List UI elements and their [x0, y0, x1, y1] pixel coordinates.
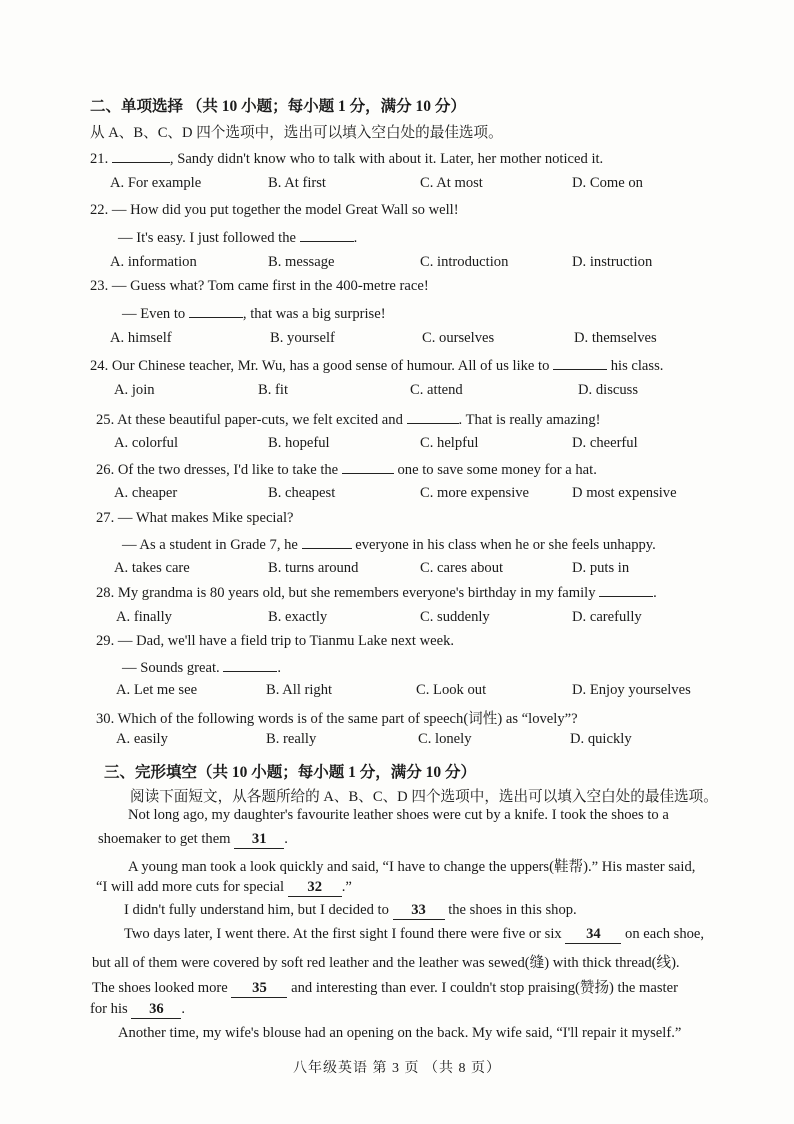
- question-30-option-b: B. really: [266, 731, 317, 747]
- passage-line-4: “I will add more cuts for special 32 .”: [96, 879, 352, 895]
- passage-line-1: Not long ago, my daughter's favourite leather shoes were cut by a knife. I took the shoes to a: [128, 807, 669, 823]
- passage-line-10: Another time, my wife's blouse had an opening on the back. My wife said, “I'll repair it myself.”: [118, 1025, 682, 1041]
- question-27-response: — As a student in Grade 7, he everyone in his class when he or she feels unhappy.: [122, 537, 656, 553]
- passage-line-5: I didn't fully understand him, but I decided to 33 the shoes in this shop.: [124, 902, 577, 918]
- answer-blank: [223, 658, 277, 672]
- question-22-response: — It's easy. I just followed the .: [118, 230, 358, 246]
- answer-blank: [342, 460, 394, 474]
- question-23-option-d: D. themselves: [574, 330, 657, 346]
- passage-line-6: Two days later, I went there. At the first sight I found there were five or six 34 on each shoe,: [124, 926, 705, 942]
- question-27-option-d: D. puts in: [572, 560, 630, 576]
- question-25-option-d: D. cheerful: [572, 435, 638, 451]
- cloze-blank-33: 33: [393, 902, 445, 920]
- answer-blank: [300, 228, 354, 242]
- question-28-stem: 28. My grandma is 80 years old, but she remembers everyone's birthday in my family .: [96, 585, 657, 601]
- question-29-stem: 29. — Dad, we'll have a field trip to Tianmu Lake next week.: [96, 633, 455, 649]
- question-25-option-b: B. hopeful: [268, 435, 330, 451]
- answer-blank: [302, 535, 352, 549]
- section3-title: 三、完形填空（共 10 小题；每小题 1 分，满分 10 分）: [104, 764, 477, 781]
- question-26-option-d: D most expensive: [572, 485, 677, 501]
- passage-line-3: A young man took a look quickly and said, “I have to change the uppers(鞋帮).” His master said,: [128, 859, 696, 875]
- question-25-option-c: C. helpful: [420, 435, 479, 451]
- cloze-blank-31: 31: [234, 831, 284, 849]
- question-27-option-a: A. takes care: [114, 560, 190, 576]
- question-23-stem: 23. — Guess what? Tom came first in the 400-metre race!: [90, 278, 429, 294]
- question-23-option-a: A. himself: [110, 330, 172, 346]
- question-29-option-a: A. Let me see: [116, 682, 198, 698]
- question-28-option-a: A. finally: [116, 609, 172, 625]
- question-23-option-b: B. yourself: [270, 330, 335, 346]
- answer-blank: [599, 583, 653, 597]
- passage-line-8: The shoes looked more 35 and interesting than ever. I couldn't stop praising(赞扬) the master: [92, 980, 678, 996]
- cloze-blank-32: 32: [288, 879, 342, 897]
- question-22-option-b: B. message: [268, 254, 335, 270]
- passage-line-9: for his 36 .: [90, 1001, 186, 1017]
- section2-title: 二、单项选择 （共 10 小题；每小题 1 分，满分 10 分）: [90, 98, 466, 115]
- question-24-option-b: B. fit: [258, 382, 288, 398]
- question-26-option-c: C. more expensive: [420, 485, 530, 501]
- question-21-option-d: D. Come on: [572, 175, 643, 191]
- question-28-option-c: C. suddenly: [420, 609, 490, 625]
- question-22-option-a: A. information: [110, 254, 197, 270]
- question-24-option-c: C. attend: [410, 382, 463, 398]
- question-21-option-b: B. At first: [268, 175, 326, 191]
- question-23-option-c: C. ourselves: [422, 330, 495, 346]
- question-24-stem: 24. Our Chinese teacher, Mr. Wu, has a good sense of humour. All of us like to his class.: [90, 358, 664, 374]
- question-21-option-a: A. For example: [110, 175, 202, 191]
- question-29-option-c: C. Look out: [416, 682, 487, 698]
- answer-blank: [189, 304, 243, 318]
- section3-instruction: 阅读下面短文，从各题所给的 A、B、C、D 四个选项中，选出可以填入空白处的最佳选项。: [130, 789, 718, 805]
- question-24-option-a: A. join: [114, 382, 155, 398]
- question-29-option-b: B. All right: [266, 682, 333, 698]
- question-21-option-c: C. At most: [420, 175, 483, 191]
- cloze-blank-35: 35: [231, 980, 287, 998]
- question-26-stem: 26. Of the two dresses, I'd like to take the one to save some money for a hat.: [96, 462, 597, 478]
- question-30-option-c: C. lonely: [418, 731, 472, 747]
- question-27-option-b: B. turns around: [268, 560, 359, 576]
- question-25-stem: 25. At these beautiful paper-cuts, we felt excited and . That is really amazing!: [96, 412, 601, 428]
- question-22-option-d: D. instruction: [572, 254, 653, 270]
- answer-blank: [407, 410, 459, 424]
- passage-line-2: shoemaker to get them 31 .: [98, 831, 288, 847]
- passage-line-7: but all of them were covered by soft red leather and the leather was sewed(缝) with thick thread(线).: [92, 955, 680, 971]
- question-22-option-c: C. introduction: [420, 254, 509, 270]
- question-21-stem: 21. , Sandy didn't know who to talk with about it. Later, her mother noticed it.: [90, 151, 604, 167]
- question-25-option-a: A. colorful: [114, 435, 179, 451]
- question-29-response: — Sounds great. .: [122, 660, 282, 676]
- question-30-option-d: D. quickly: [570, 731, 632, 747]
- question-30-option-a: A. easily: [116, 731, 168, 747]
- question-30-stem: 30. Which of the following words is of the same part of speech(词性) as “lovely”?: [96, 711, 578, 727]
- question-29-option-d: D. Enjoy yourselves: [572, 682, 691, 698]
- question-28-option-b: B. exactly: [268, 609, 328, 625]
- answer-blank: [553, 356, 607, 370]
- section2-instruction: 从 A、B、C、D 四个选项中，选出可以填入空白处的最佳选项。: [90, 125, 503, 141]
- cloze-blank-34: 34: [565, 926, 621, 944]
- question-27-stem: 27. — What makes Mike special?: [96, 510, 294, 526]
- cloze-blank-36: 36: [131, 1001, 181, 1019]
- question-28-option-d: D. carefully: [572, 609, 642, 625]
- question-27-option-c: C. cares about: [420, 560, 504, 576]
- question-23-response: — Even to , that was a big surprise!: [122, 306, 386, 322]
- answer-blank: [112, 149, 170, 163]
- question-22-stem: 22. — How did you put together the model Great Wall so well!: [90, 202, 459, 218]
- question-26-option-a: A. cheaper: [114, 485, 178, 501]
- page-footer: 八年级英语 第 3 页 （共 8 页）: [293, 1061, 501, 1076]
- question-26-option-b: B. cheapest: [268, 485, 336, 501]
- question-24-option-d: D. discuss: [578, 382, 638, 398]
